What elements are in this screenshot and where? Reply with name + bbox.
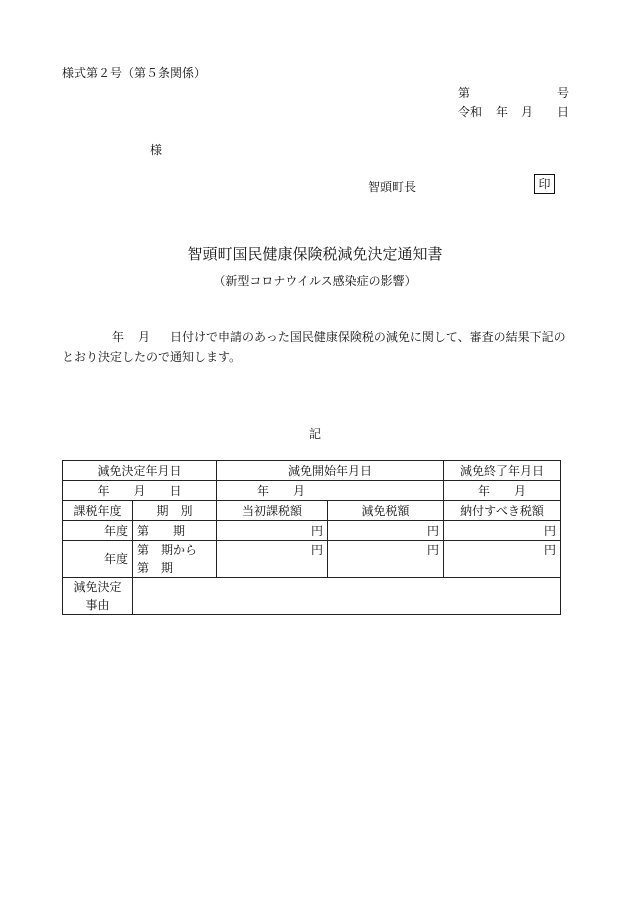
reason-label-line1: 減免決定	[73, 580, 122, 594]
decision-date-value: 年 月 日	[63, 481, 217, 501]
date-month: 月	[521, 105, 534, 119]
table-row	[63, 521, 561, 541]
period-cell: 第 期	[133, 521, 217, 541]
tax-year-cell: 年度	[63, 541, 133, 578]
tax-year-header: 課税年度	[63, 501, 133, 521]
body-paragraph	[62, 327, 572, 367]
reduced-tax-header: 減免税額	[328, 501, 444, 521]
reason-label-line2: 事由	[85, 598, 110, 612]
initial-tax-cell: 円	[217, 541, 328, 578]
table-row	[63, 481, 561, 501]
notice-table	[62, 460, 561, 615]
table-row	[63, 501, 561, 521]
payable-tax-cell: 円	[444, 541, 561, 578]
table-row	[63, 578, 561, 615]
reason-label-cell	[63, 578, 133, 615]
period-from: 第 期から	[137, 543, 198, 557]
decision-date-header: 減免決定年月日	[63, 461, 217, 481]
end-date-value: 年 月	[444, 481, 561, 501]
table-row	[63, 541, 561, 578]
start-date-header: 減免開始年月日	[217, 461, 444, 481]
issuer-name: 智頭町長	[368, 180, 417, 194]
body-text: 日付けで申請のあった国民健康保険税の減免に関して、審査の結果下記のとおり決定したので通知します。	[62, 330, 566, 364]
document-title: 智頭町国民健康保険税減免決定通知書	[187, 245, 443, 263]
period-to: 第 期	[137, 561, 174, 575]
date-era: 令和	[458, 105, 483, 119]
doc-number-suffix: 号	[557, 86, 570, 100]
reduced-tax-cell: 円	[328, 541, 444, 578]
date-day: 日	[557, 105, 570, 119]
payable-tax-cell: 円	[444, 521, 561, 541]
body-month: 月	[138, 330, 151, 344]
date-year: 年	[496, 105, 509, 119]
period-header: 期 別	[133, 501, 217, 521]
payable-tax-header: 納付すべき税額	[444, 501, 561, 521]
doc-number-prefix: 第	[458, 86, 471, 100]
body-year: 年	[112, 330, 125, 344]
tax-year-cell: 年度	[63, 521, 133, 541]
period-range-cell	[133, 541, 217, 578]
start-date-value: 年 月	[217, 481, 444, 501]
document-subtitle: （新型コロナウイルス感染症の影響）	[213, 274, 417, 288]
addressee-honorific: 様	[150, 143, 163, 157]
ki-label: 記	[308, 427, 321, 441]
initial-tax-cell: 円	[217, 521, 328, 541]
form-number: 様式第２号（第５条関係）	[62, 66, 207, 80]
reason-field[interactable]	[133, 578, 561, 615]
initial-tax-header: 当初課税額	[217, 501, 328, 521]
reduced-tax-cell: 円	[328, 521, 444, 541]
table-row	[63, 461, 561, 481]
end-date-header: 減免終了年月日	[444, 461, 561, 481]
seal-box: 印	[534, 174, 555, 194]
